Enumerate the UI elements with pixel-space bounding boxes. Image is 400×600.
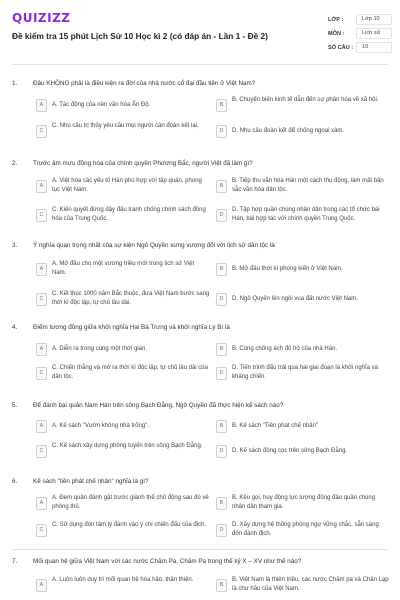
meta-count <box>326 42 392 54</box>
option-letter: B <box>216 579 227 592</box>
option-text: D. Ngô Quyền lên ngôi vua đất nước Việt Nam. <box>232 296 358 302</box>
header-divider <box>12 64 388 65</box>
question-text: Điểm tương đồng giữa khởi nghĩa Hai Bà Trưng và khởi nghĩa Lý Bí là <box>33 324 230 331</box>
count-value: 10 <box>356 42 392 53</box>
option-text: A. Tác động của nền văn hóa Ấn Độ. <box>52 102 151 108</box>
option-text: C. Kết thúc 1000 năm Bắc thuộc, đưa Việt Nam bước sang thời kì độc lập, tự chủ lâu dài. <box>52 291 210 306</box>
question-text: Mối quan hệ giữa Việt Nam với các nước Chăm Pa, Chăm Pa trong thế kỷ X – XV như thế nào? <box>33 558 302 565</box>
option-letter: B <box>216 497 227 510</box>
subject-label: MÔN : <box>328 31 345 37</box>
option-text: C. Chiến thắng và mở ra thời kì độc lập, tự chủ lâu dài của dân tộc. <box>52 365 208 380</box>
option-letter: A <box>36 99 47 112</box>
option-letter: A <box>36 343 47 356</box>
option-letter: D <box>216 209 227 222</box>
option-text: C. Kế sách xây dựng phòng tuyến trên sông Bạch Đằng. <box>52 443 203 449</box>
class-label: LỚP : <box>328 17 344 23</box>
option-text: B. Cùng chống ách đô hộ của nhà Hán. <box>232 346 338 352</box>
option-letter: B <box>216 343 227 356</box>
option-c[interactable] <box>36 521 208 541</box>
option-letter: A <box>36 263 47 276</box>
meta-subject <box>326 28 392 40</box>
option-b[interactable] <box>216 494 388 514</box>
option-b[interactable] <box>216 177 388 197</box>
option-text: D. Nhu cầu đoàn kết để chống ngoại xâm. <box>232 128 345 134</box>
subject-value: Lịch sử <box>356 28 392 39</box>
question-text: Để đánh bại quân Nam Hán trên sông Bạch Đằng, Ngô Quyền đã thực hiện kế sách nào? <box>33 402 284 409</box>
option-letter: C <box>36 367 47 380</box>
option-text: C. Kiên quyết đứng dậy đấu tranh chống chính sách đồng hóa của Trung Quốc. <box>52 207 206 222</box>
option-letter: D <box>216 367 227 380</box>
option-a[interactable] <box>36 576 208 596</box>
option-c[interactable] <box>36 364 208 384</box>
option-letter: B <box>216 99 227 112</box>
option-text: D. Kế sách đóng cọc trên sông Bạch Đằng. <box>232 448 348 454</box>
question-text: Kế sách "tiên phát chế nhân" nghĩa là gì? <box>33 478 149 485</box>
option-text: A. Luôn luôn duy trì mối quan hệ hòa hảo, thân thiện. <box>52 577 194 583</box>
option-text: A. Việt hóa các yếu tố Hán phù hợp với tập quán, phong tục Việt Nam. <box>52 178 202 193</box>
option-a[interactable] <box>36 260 208 280</box>
option-b[interactable] <box>216 576 388 596</box>
option-letter: B <box>216 180 227 193</box>
option-b[interactable] <box>216 417 388 437</box>
option-text: B. Tiếp thu văn hóa Hán một cách thụ động, làm mất bản sắc văn hóa dân tộc. <box>232 178 384 193</box>
option-letter: D <box>216 125 227 138</box>
option-text: B. Chuyển biến kinh tế dẫn đến sự phân hóa về xã hội. <box>232 97 379 103</box>
option-d[interactable] <box>216 122 388 142</box>
option-letter: C <box>36 209 47 222</box>
section-divider <box>12 549 388 550</box>
page-title: Đề kiểm tra 15 phút Lịch Sử 10 Học kì 2 (có đáp án - Lần 1 - Đề 2) <box>12 31 268 41</box>
count-label: SỐ CÂU : <box>328 45 354 51</box>
option-text: B. Việt Nam là thiên triều, các nước Chăm pa và Chân Lạp là chư hầu của Việt Nam. <box>232 577 389 592</box>
option-text: B. Mở đầu thời kì phong kiến ở Việt Nam. <box>232 266 343 272</box>
option-b[interactable] <box>216 340 388 360</box>
option-letter: D <box>216 293 227 306</box>
option-letter: B <box>216 420 227 433</box>
question-number: 6. <box>12 478 18 485</box>
question-text: Ý nghĩa quan trọng nhất của sự kiện Ngô Quyền xưng vương đối với lịch sử dân tộc là <box>33 242 275 249</box>
option-letter: D <box>216 445 227 458</box>
option-text: D. Tiến trình đấu trải qua hai giai đoạn là khởi nghĩa và kháng chiến. <box>232 365 379 380</box>
option-text: A. Diễn ra trong cùng một thời gian. <box>52 346 147 352</box>
option-c[interactable] <box>36 122 208 142</box>
quizizz-logo: QUIZIZZ <box>12 11 71 25</box>
option-letter: A <box>36 579 47 592</box>
question-number: 4. <box>12 324 18 331</box>
option-b[interactable] <box>216 260 388 280</box>
option-b[interactable] <box>216 96 388 116</box>
option-letter: C <box>36 445 47 458</box>
option-letter: A <box>36 420 47 433</box>
option-a[interactable] <box>36 417 208 437</box>
option-c[interactable] <box>36 290 208 310</box>
option-a[interactable] <box>36 494 208 514</box>
option-text: A. Kế sách "Vườn không nhà trống". <box>52 423 149 429</box>
option-d[interactable] <box>216 290 388 310</box>
option-c[interactable] <box>36 442 208 462</box>
question-number: 1. <box>12 80 18 87</box>
question-text: Đâu KHÔNG phải là điều kiện ra đời của nhà nước cổ đại đầu tiên ở Việt Nam? <box>33 80 256 87</box>
option-text: C. Nhu cầu trị thủy yêu cầu mọi người cần đoàn kết lại. <box>52 123 199 129</box>
option-d[interactable] <box>216 206 388 226</box>
question-text: Trước âm mưu đồng hóa của chính quyền Phương Bắc, người Việt đã làm gì? <box>33 160 253 167</box>
question-number: 5. <box>12 402 18 409</box>
option-letter: A <box>36 497 47 510</box>
question-number: 7. <box>12 558 18 565</box>
option-letter: D <box>216 524 227 537</box>
option-d[interactable] <box>216 442 388 462</box>
class-value: Lớp 10 <box>356 14 392 25</box>
option-text: C. Sử dụng đòn tâm lý đánh vào ý chí chiến đấu của địch. <box>52 522 207 528</box>
option-letter: B <box>216 263 227 276</box>
option-text: A. Đem quân đánh gặt trước giành thế chủ động sau đó về phòng thủ. <box>52 495 209 510</box>
meta-class <box>326 14 392 26</box>
option-text: A. Mở đầu cho một vương triều mới trong lịch sử Việt Nam. <box>52 261 195 276</box>
option-a[interactable] <box>36 340 208 360</box>
option-a[interactable] <box>36 177 208 197</box>
option-text: D. Tập hợp quần chúng nhân dân trong các tổ chức bài Hán, bài hợp tác với chính quyền Trung Quốc. <box>232 207 380 222</box>
option-text: B. Kế sách "Tiên phát chế nhân" <box>232 423 319 429</box>
option-text: B. Kêu gọi, huy động lực lượng đông đảo quần chúng nhân dân tham gia. <box>232 495 376 510</box>
option-d[interactable] <box>216 521 388 541</box>
option-text: D. Xây dựng hệ thống phòng ngự vững chắc, sẵn sàng đón đánh địch. <box>232 522 379 537</box>
page-header <box>0 0 400 62</box>
option-letter: C <box>36 293 47 306</box>
option-letter: C <box>36 524 47 537</box>
question-number: 3. <box>12 242 18 249</box>
option-letter: A <box>36 180 47 193</box>
question-number: 2. <box>12 160 18 167</box>
option-d[interactable] <box>216 364 388 384</box>
option-a[interactable] <box>36 96 208 116</box>
option-letter: C <box>36 125 47 138</box>
option-c[interactable] <box>36 206 208 226</box>
